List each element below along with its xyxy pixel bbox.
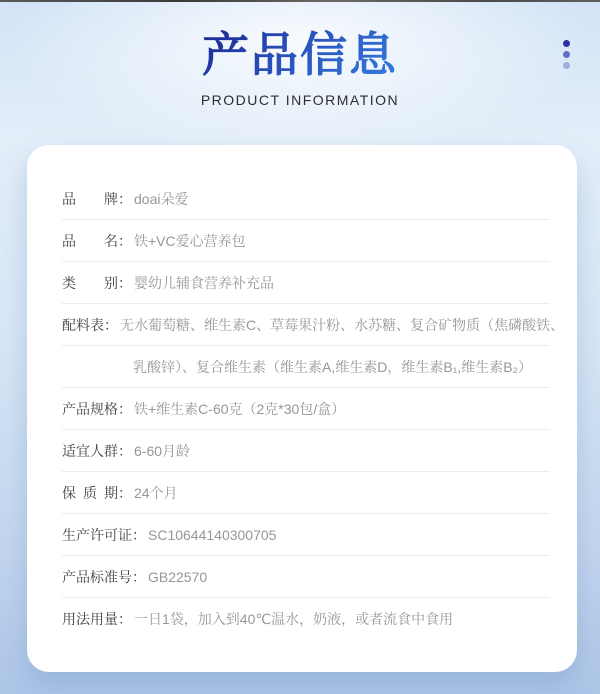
row-label: 配料表	[62, 316, 104, 333]
row-value: 铁+维生素C-60克（2克*30包/盒）	[134, 400, 346, 417]
row-colon: ：	[118, 190, 132, 207]
row-product-standard	[62, 556, 550, 598]
row-production-license	[62, 514, 550, 556]
row-specification	[62, 388, 550, 430]
row-value: 婴幼儿辅食营养补充品	[134, 274, 274, 291]
vertical-dots-icon	[563, 40, 570, 69]
row-value: GB22570	[148, 568, 208, 585]
row-value: SC10644140300705	[148, 526, 277, 543]
row-colon: ：	[132, 568, 146, 585]
row-category	[62, 262, 550, 304]
row-value: 乳酸锌）、复合维生素（维生素A,维生素D，维生素B₁,维生素B₂）	[133, 358, 533, 375]
dot-icon	[563, 40, 570, 47]
row-product-name	[62, 220, 550, 262]
dot-icon	[563, 51, 570, 58]
row-colon: ：	[118, 232, 132, 249]
row-label: 产品标准号	[62, 568, 132, 585]
row-colon: ：	[118, 442, 132, 459]
row-brand	[62, 178, 550, 220]
row-label: 生产许可证	[62, 526, 132, 543]
row-colon: ：	[104, 316, 118, 333]
row-colon: ：	[118, 484, 132, 501]
row-value: 一日1袋，加入到40℃温水，奶液，或者流食中食用	[134, 611, 454, 628]
product-info-banner	[0, 2, 600, 108]
page-subtitle: PRODUCT INFORMATION	[200, 92, 400, 109]
row-usage-dosage	[62, 598, 550, 640]
row-suitable-age	[62, 430, 550, 472]
row-label: 品牌	[62, 190, 118, 207]
row-shelf-life	[62, 472, 550, 514]
product-info-card	[27, 145, 577, 672]
row-label: 品名	[62, 232, 118, 249]
row-colon: ：	[118, 611, 132, 628]
row-value: 铁+VC爱心营养包	[134, 232, 246, 249]
row-label: 产品规格	[62, 400, 118, 417]
dot-icon	[563, 62, 570, 69]
row-label: 类别	[62, 274, 118, 291]
row-colon: ：	[118, 274, 132, 291]
row-colon: ：	[132, 526, 146, 543]
row-ingredients-line1	[62, 304, 565, 346]
page-title: 产品信息	[202, 28, 398, 81]
row-value: 6-60月龄	[134, 442, 191, 459]
row-label: 保质期	[62, 484, 118, 501]
row-value: doai朵爱	[134, 190, 189, 207]
row-label: 适宜人群	[62, 442, 118, 459]
row-value: 无水葡萄糖、维生素C、草莓果汁粉、水苏糖、复合矿物质（焦磷酸铁、	[120, 316, 565, 333]
row-label: 用法用量	[62, 611, 118, 628]
row-ingredients-line2	[62, 346, 550, 388]
row-colon: ：	[118, 400, 132, 417]
row-value: 24个月	[134, 484, 178, 501]
